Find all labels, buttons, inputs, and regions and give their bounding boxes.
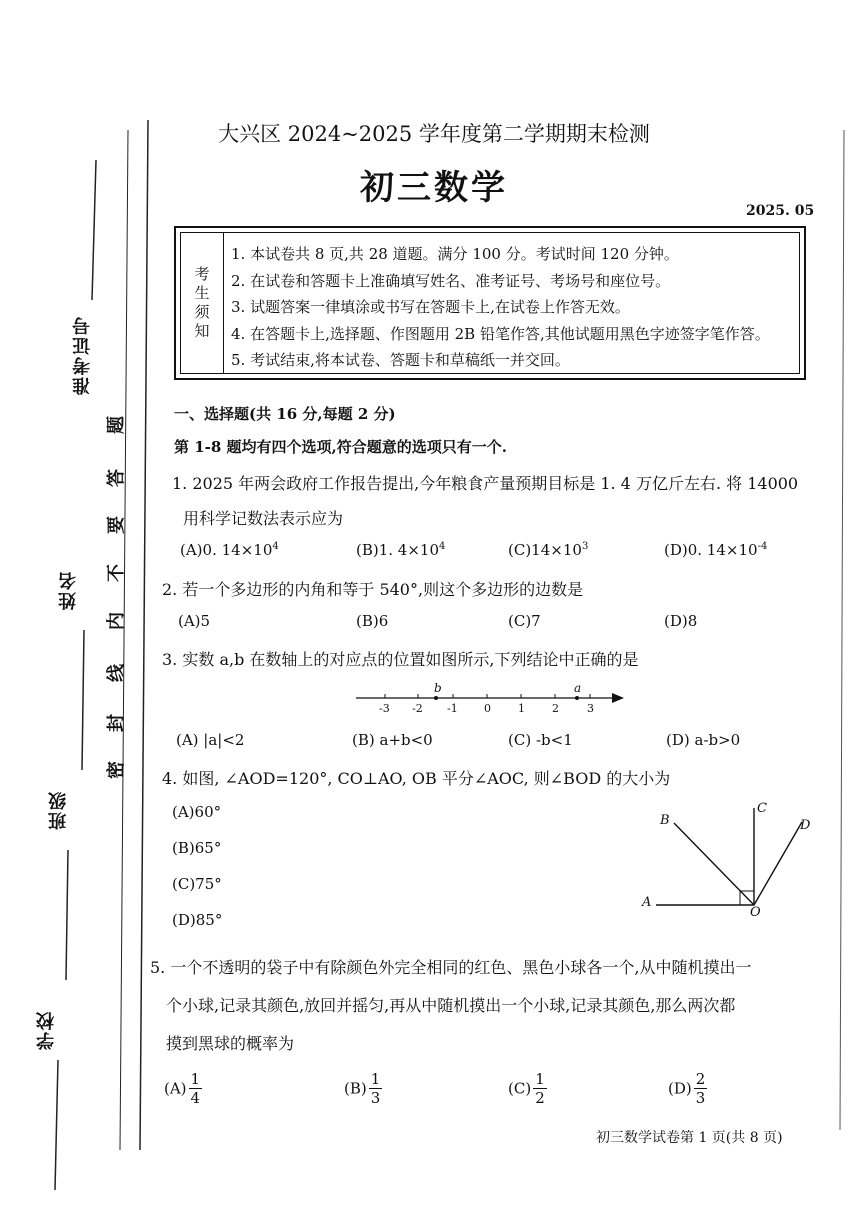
fraction-denominator: 2 xyxy=(535,1089,545,1107)
label-C: C xyxy=(757,801,767,816)
label-A: A xyxy=(642,895,652,910)
tick-label: 3 xyxy=(587,702,594,715)
notice-item: 4. 在答题卡上,选择题、作图题用 2B 铅笔作答,其他试题用黑色字迹签字笔作答。 xyxy=(231,324,770,343)
fraction-numerator: 1 xyxy=(370,1070,381,1088)
q1-text-line2: 用科学记数法表示应为 xyxy=(183,509,344,528)
fraction-numerator: 2 xyxy=(695,1070,706,1088)
fraction-denominator: 3 xyxy=(695,1089,706,1107)
tick-label: 0 xyxy=(484,702,491,715)
label-D: D xyxy=(800,818,811,833)
subject-title: 初三数学 xyxy=(360,168,508,208)
q1-option-c xyxy=(508,541,588,559)
section-instruction: 第 1-8 题均有四个选项,符合题意的选项只有一个. xyxy=(174,438,507,456)
q5-option-d-label: (D) xyxy=(668,1079,692,1098)
q2-text: 2. 若一个多边形的内角和等于 540°,则这个多边形的边数是 xyxy=(162,580,584,599)
exam-title: 大兴区 2024~2025 学年度第二学期期末检测 xyxy=(218,122,650,146)
q5-option-a-fraction xyxy=(189,1070,203,1107)
notice-item: 1. 本试卷共 8 页,共 28 道题。满分 100 分。考试时间 120 分钟。 xyxy=(231,245,679,263)
tick-label: -3 xyxy=(379,702,390,715)
q4-option-b: (B)65° xyxy=(172,839,222,857)
point-a-label: a xyxy=(574,681,582,695)
q3-option-d: (D) a-b>0 xyxy=(666,731,741,749)
class-label: 班级 xyxy=(48,790,69,830)
q5-option-a xyxy=(164,1070,202,1107)
seal-char-7: 答 xyxy=(106,469,127,487)
q5-option-d xyxy=(668,1070,707,1107)
right-edge-line xyxy=(838,130,858,1130)
fraction-denominator: 4 xyxy=(190,1089,201,1107)
label-B: B xyxy=(660,813,670,828)
fraction-numerator: 1 xyxy=(535,1070,545,1088)
q5-text-line2: 个小球,记录其颜色,放回并摇匀,再从中随机摸出一个小球,记录其颜色,那么两次都 xyxy=(166,996,736,1015)
q1-option-a-text: (A)0. 14×10 xyxy=(180,541,273,559)
q1-option-b-text: (B)1. 4×10 xyxy=(356,541,440,559)
q2-option-d: (D)8 xyxy=(664,612,698,630)
q1-option-b xyxy=(356,541,445,559)
q5-option-b-fraction xyxy=(369,1070,383,1107)
notice-item: 5. 考试结束,将本试卷、答题卡和草稿纸一并交回。 xyxy=(231,351,570,369)
q5-option-a-label: (A) xyxy=(164,1079,187,1098)
q5-option-c-fraction xyxy=(533,1070,547,1107)
page-footer: 初三数学试卷第 1 页(共 8 页) xyxy=(596,1130,783,1146)
q3-option-b: (B) a+b<0 xyxy=(352,731,433,749)
tick-label: 2 xyxy=(552,702,559,715)
fraction-numerator: 1 xyxy=(190,1070,201,1088)
seal-char-8: 题 xyxy=(106,416,127,434)
q1-option-d xyxy=(664,541,767,559)
q5-option-d-fraction xyxy=(694,1070,708,1107)
seal-char-4: 内 xyxy=(106,612,127,630)
seal-char-5: 不 xyxy=(106,564,127,582)
seal-char-1: 密 xyxy=(106,761,127,779)
q3-option-c: (C) -b<1 xyxy=(508,731,573,749)
notice-item: 2. 在试卷和答题卡上准确填写姓名、准考证号、考场号和座位号。 xyxy=(231,271,671,290)
q2-option-a: (A)5 xyxy=(178,612,211,630)
q1-option-d-exp: -4 xyxy=(757,541,768,552)
exam-number-label: 准考证号 xyxy=(72,315,93,395)
label-O: O xyxy=(750,905,761,920)
q2-option-b: (B)6 xyxy=(356,612,389,630)
q5-text-line3: 摸到黑球的概率为 xyxy=(166,1034,295,1053)
q1-option-c-exp: 3 xyxy=(581,541,589,552)
q2-option-c: (C)7 xyxy=(508,612,541,630)
point-b-label: b xyxy=(434,681,442,695)
q4-option-c: (C)75° xyxy=(172,875,222,893)
q4-text: 4. 如图, ∠AOD=120°, CO⊥AO, OB 平分∠AOC, 则∠BOD 的大小为 xyxy=(162,769,671,788)
q5-text-line1: 5. 一个不透明的袋子中有除颜色外完全相同的红色、黑色小球各一个,从中随机摸出一 xyxy=(150,958,752,977)
tick-label: -1 xyxy=(447,702,458,715)
q1-option-a-exp: 4 xyxy=(272,541,279,552)
q1-text-line1: 1. 2025 年两会政府工作报告提出,今年粮食产量预期目标是 1. 4 万亿斤左右. 将 14000 xyxy=(172,474,799,493)
q4-option-d: (D)85° xyxy=(172,911,223,929)
number-line-figure xyxy=(350,680,630,720)
q5-option-c-label: (C) xyxy=(508,1079,532,1098)
seal-char-6: 要 xyxy=(106,516,127,534)
q1-option-a xyxy=(180,541,279,559)
section-heading: 一、选择题(共 16 分,每题 2 分) xyxy=(174,405,396,423)
fraction-denominator: 3 xyxy=(370,1089,381,1107)
name-label: 姓名 xyxy=(58,570,79,610)
seal-char-3: 线 xyxy=(106,664,127,682)
q1-option-b-exp: 4 xyxy=(439,541,446,552)
school-label: 学校 xyxy=(36,1010,57,1050)
q3-option-a: (A) |a|<2 xyxy=(176,731,245,749)
q5-option-b-label: (B) xyxy=(344,1079,367,1098)
q5-option-b xyxy=(344,1070,382,1107)
seal-char-2: 封 xyxy=(106,714,127,732)
notice-label-char: 考 xyxy=(194,265,210,283)
q4-option-a: (A)60° xyxy=(172,803,222,821)
notice-label-char: 须 xyxy=(194,303,210,321)
notice-label-char: 知 xyxy=(194,322,210,340)
notice-list xyxy=(231,241,770,374)
tick-label: 1 xyxy=(518,702,525,715)
q1-option-d-text: (D)0. 14×10 xyxy=(664,541,758,559)
notice-label-char: 生 xyxy=(194,284,210,302)
notice-box xyxy=(174,226,806,380)
tick-label: -2 xyxy=(412,702,423,715)
q1-option-c-text: (C)14×10 xyxy=(508,541,582,559)
q5-option-c xyxy=(508,1070,547,1107)
notice-item: 3. 试题答案一律填涂或书写在答题卡上,在试卷上作答无效。 xyxy=(231,298,630,316)
exam-date: 2025. 05 xyxy=(746,203,815,219)
notice-label xyxy=(181,233,224,373)
angle-figure xyxy=(636,798,826,923)
q3-text: 3. 实数 a,b 在数轴上的对应点的位置如图所示,下列结论中正确的是 xyxy=(162,650,639,669)
